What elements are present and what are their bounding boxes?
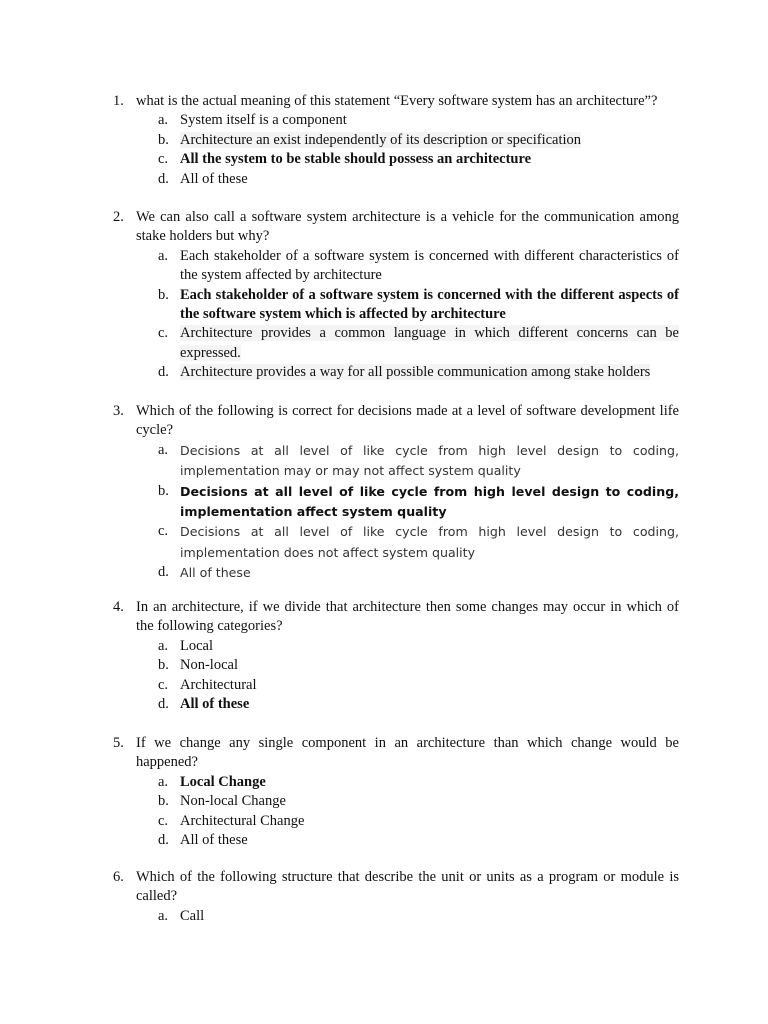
- question-text: what is the actual meaning of this statement “Every software system has an architecture”?: [136, 93, 658, 109]
- option-3b: [113, 482, 679, 523]
- question-number: 4.: [113, 599, 124, 615]
- question-text: Which of the following structure that describe the unit or units as a program or module is called?: [136, 869, 679, 905]
- question-number: 6.: [113, 869, 124, 885]
- option-letter: a.: [158, 441, 169, 458]
- option-letter: b.: [158, 286, 169, 303]
- option-text: Architecture an exist independently of its description or specification: [180, 131, 582, 148]
- option-text: All of these: [180, 565, 251, 581]
- option-4b: [113, 656, 679, 675]
- option-text: All of these: [180, 696, 250, 713]
- option-list: [113, 637, 679, 715]
- option-3a: [113, 441, 679, 482]
- option-letter: a.: [158, 907, 169, 924]
- option-letter: c.: [158, 523, 169, 540]
- question-text: Which of the following is correct for decisions made at a level of software development life cycle?: [136, 403, 679, 439]
- option-letter: c.: [158, 151, 169, 168]
- question-number: 3.: [113, 403, 124, 419]
- option-2d: [113, 363, 679, 382]
- option-text: Local: [180, 637, 214, 654]
- option-letter: d.: [158, 696, 169, 713]
- option-4c: [113, 676, 679, 695]
- question-1: [113, 92, 679, 189]
- option-text: All of these: [180, 170, 248, 187]
- option-letter: a.: [158, 112, 169, 129]
- option-letter: c.: [158, 325, 169, 342]
- option-list: [113, 441, 679, 584]
- question-6: [113, 868, 679, 926]
- option-text: Local Change: [180, 773, 266, 790]
- option-5a: [113, 773, 679, 792]
- option-text: Each stakeholder of a software system is concerned with the different aspects of the software system which is affected by architecture: [180, 286, 679, 323]
- option-text: Decisions at all level of like cycle from high level design to coding, implementation may or may not affect system quality: [180, 442, 679, 479]
- option-5b: [113, 792, 679, 811]
- option-2c: [113, 324, 679, 363]
- option-text: Architecture provides a common language in which different concerns can be expressed.: [180, 325, 679, 361]
- question-number: 1.: [113, 93, 124, 109]
- option-5d: [113, 831, 679, 850]
- option-text: Call: [180, 907, 205, 924]
- question-text: In an architecture, if we divide that architecture then some changes may occur in which of the following categories?: [136, 599, 679, 635]
- option-4d: [113, 695, 679, 714]
- option-4a: [113, 637, 679, 656]
- option-2a: [113, 247, 679, 286]
- question-5: [113, 734, 679, 850]
- option-list: [113, 773, 679, 851]
- option-5c: [113, 812, 679, 831]
- option-list: [113, 907, 679, 926]
- option-text: Each stakeholder of a software system is concerned with different characteristics of the system affected by architecture: [180, 247, 679, 284]
- question-3: [113, 402, 679, 584]
- option-letter: a.: [158, 773, 169, 790]
- question-number: 5.: [113, 735, 124, 751]
- option-text: Architectural Change: [180, 812, 305, 829]
- option-list: [113, 247, 679, 383]
- option-text: Decisions at all level of like cycle from high level design to coding, implementation affect system quality: [180, 483, 679, 520]
- question-4: [113, 598, 679, 714]
- option-letter: c.: [158, 676, 169, 693]
- option-3c: [113, 522, 679, 563]
- option-letter: b.: [158, 131, 169, 148]
- option-1b: [113, 131, 679, 150]
- option-1c: [113, 150, 679, 169]
- option-letter: a.: [158, 637, 169, 654]
- option-letter: b.: [158, 657, 169, 674]
- option-letter: a.: [158, 247, 169, 264]
- option-letter: d.: [158, 170, 169, 187]
- option-text: All the system to be stable should possess an architecture: [180, 151, 532, 168]
- question-text: If we change any single component in an architecture than which change would be happened?: [136, 735, 679, 771]
- option-letter: d.: [158, 364, 169, 381]
- option-6a: [113, 907, 679, 926]
- option-text: Non-local: [180, 657, 238, 674]
- option-text: Decisions at all level of like cycle from high level design to coding, implementation does not affect system quality: [180, 524, 679, 560]
- option-list: [113, 111, 679, 189]
- option-1d: [113, 170, 679, 189]
- option-letter: b.: [158, 482, 169, 499]
- option-text: All of these: [180, 832, 248, 849]
- question-2: [113, 208, 679, 383]
- option-text: Non-local Change: [180, 793, 286, 810]
- option-3d: [113, 563, 679, 583]
- question-text: We can also call a software system architecture is a vehicle for the communication among stake holders but why?: [136, 209, 679, 245]
- option-1a: [113, 111, 679, 130]
- option-letter: c.: [158, 812, 169, 829]
- question-number: 2.: [113, 209, 124, 225]
- option-text: System itself is a component: [180, 112, 347, 129]
- option-letter: b.: [158, 793, 169, 810]
- option-text: Architectural: [180, 676, 257, 693]
- option-2b: [113, 286, 679, 325]
- option-text: Architecture provides a way for all possible communication among stake holders: [180, 364, 651, 381]
- option-letter: d.: [158, 832, 169, 849]
- option-letter: d.: [158, 564, 169, 581]
